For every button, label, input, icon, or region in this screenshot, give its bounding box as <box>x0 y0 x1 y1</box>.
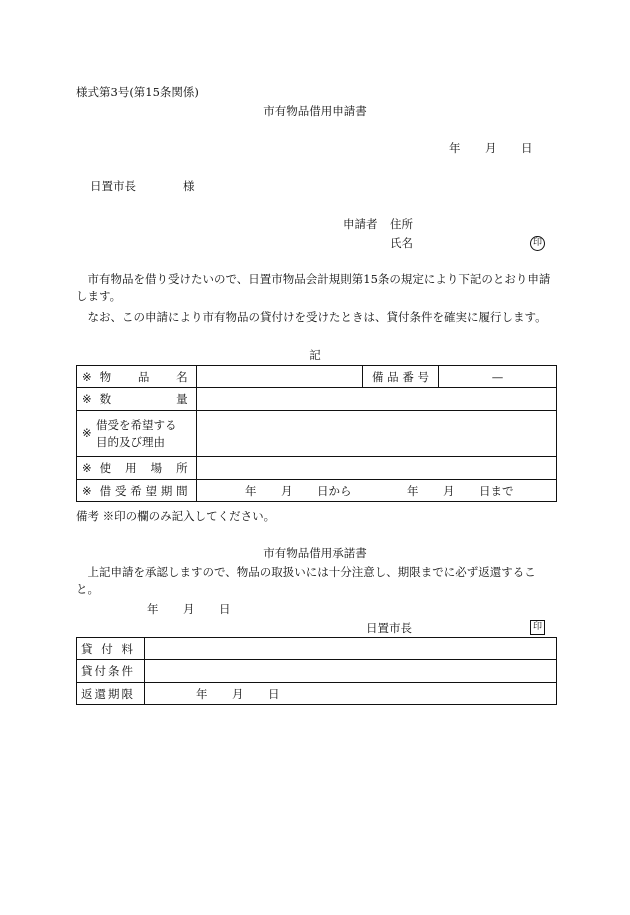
conditions-label: 貸付条件 <box>77 660 145 683</box>
return-label: 返還期限 <box>77 683 145 705</box>
item-name-field[interactable] <box>197 366 363 388</box>
application-table <box>76 365 557 502</box>
conditions-field[interactable] <box>145 660 557 683</box>
applicant-address-label: 住所 <box>390 217 413 231</box>
form-number: 様式第3号(第15条関係) <box>76 85 199 99</box>
ki-label: 記 <box>309 348 321 362</box>
row-quantity <box>77 388 557 411</box>
period-field[interactable]: 年 月 日から 年 月 日まで <box>197 480 557 502</box>
row-period <box>77 480 557 502</box>
approval-date-month: 月 <box>183 602 195 616</box>
body-paragraph-2: なお、この申請により市有物品の貸付けを受けたときは、貸付条件を確実に履行します。 <box>87 310 547 324</box>
addressee-name: 日置市長 <box>90 179 136 193</box>
note: 備考 ※印の欄のみ記入してください。 <box>76 509 276 523</box>
row-return <box>77 683 557 705</box>
seal-icon: 印 <box>530 236 545 251</box>
approval-table <box>76 637 557 705</box>
approval-text: 上記申請を承認しますので、物品の取扱いには十分注意し、期限までに必ず返還すること。 <box>76 565 536 596</box>
row-purpose <box>77 411 557 457</box>
item-name-label: ※ 物 品 名 <box>77 366 197 388</box>
approval-title: 市有物品借用承諾書 <box>263 546 367 560</box>
fee-field[interactable] <box>145 638 557 660</box>
quantity-label: ※ 数 量 <box>77 388 197 411</box>
date-day: 日 <box>521 141 533 155</box>
date-month: 月 <box>485 141 497 155</box>
place-field[interactable] <box>197 457 557 480</box>
purpose-field[interactable] <box>197 411 557 457</box>
quantity-field[interactable] <box>197 388 557 411</box>
addressee-honorific: 様 <box>183 179 195 193</box>
period-label: ※ 借 受 希 望 期 間 <box>77 480 197 502</box>
approval-date-year: 年 <box>147 602 159 616</box>
document-title: 市有物品借用申請書 <box>263 104 367 118</box>
equipment-number-label: 備 品 番 号 <box>363 366 439 388</box>
date-year: 年 <box>449 141 461 155</box>
row-place <box>77 457 557 480</box>
return-date-field[interactable]: 年 月 日 <box>145 683 557 705</box>
equipment-number-value: — <box>439 366 557 388</box>
place-label: ※ 使 用 場 所 <box>77 457 197 480</box>
fee-label: 貸 付 料 <box>77 638 145 660</box>
applicant-name-label: 氏名 <box>390 236 413 250</box>
row-conditions <box>77 660 557 683</box>
row-fee <box>77 638 557 660</box>
body-paragraph-1: 市有物品を借り受けたいので、日置市物品会計規則第15条の規定により下記のとおり申請します。 <box>76 272 551 303</box>
approval-mayor: 日置市長 <box>366 621 412 635</box>
purpose-label: ※ 借受を希望する 目的及び理由 <box>77 411 197 457</box>
applicant-label: 申請者 <box>343 217 378 231</box>
row-item-name <box>77 366 557 388</box>
approval-date-day: 日 <box>219 602 231 616</box>
stamp-icon: 印 <box>530 620 545 635</box>
